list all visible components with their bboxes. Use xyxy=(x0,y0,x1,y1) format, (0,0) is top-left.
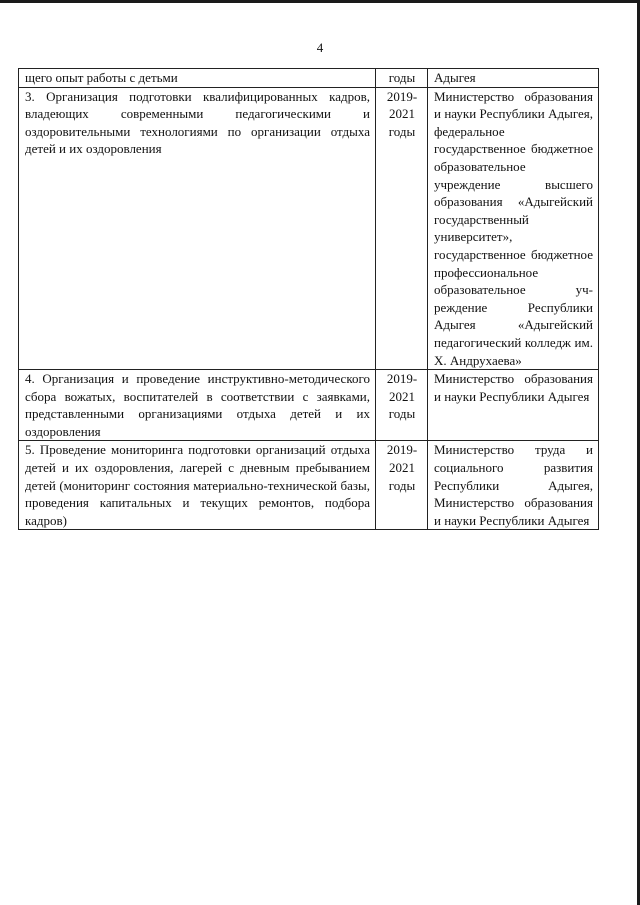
activity-plan-table xyxy=(18,68,599,530)
activity-cell: 3. Организация подготовки квалифицированных кадров, владеющих современными педагогическими и оздоровительными технологиями по организации отдыха детей и их оздоровления xyxy=(19,87,376,370)
term-cell: 2019-2021 годы xyxy=(376,370,428,441)
table-row-item-4 xyxy=(19,370,599,441)
term-cell: 2019-2021 годы xyxy=(376,441,428,530)
executor-cell: Адыгея xyxy=(428,69,599,88)
table-row-item-3 xyxy=(19,87,599,370)
activity-cell: 5. Проведение мониторинга подготовки организаций отдыха детей и их оздоровления, лагерей с дневным пребыванием детей (мониторинг состояния материально-технической базы, проведения капитальных и текущих ремонтов, подбора кадров) xyxy=(19,441,376,530)
executor-cell: Министерство труда и социального развития Республики Адыгея, Министерство образования и науки Республики Адыгея xyxy=(428,441,599,530)
page-number: 4 xyxy=(316,40,324,55)
term-cell: годы xyxy=(376,69,428,88)
table-row-continuation xyxy=(19,69,599,88)
table-row-item-5 xyxy=(19,441,599,530)
executor-cell: Министерство образования и науки Республики Адыгея, федеральное государственное бюджетное образовательное учреждение высшего образования «Адыгейский государственный университет», государственное бюджетное профессиональное образовательное учреждение Республики Адыгея «Адыгейский педагогический колледж им. Х. Андрухаева» xyxy=(428,87,599,370)
scan-border-top xyxy=(0,0,640,3)
activity-cell: щего опыт работы с детьми xyxy=(19,69,376,88)
executor-cell: Министерство образования и науки Республики Адыгея xyxy=(428,370,599,441)
activity-cell: 4. Организация и проведение инструктивно-методического сбора вожатых, воспитателей в соответствии с заявками, представленными организациями отдыха детей и их оздоровления xyxy=(19,370,376,441)
term-cell: 2019-2021 годы xyxy=(376,87,428,370)
